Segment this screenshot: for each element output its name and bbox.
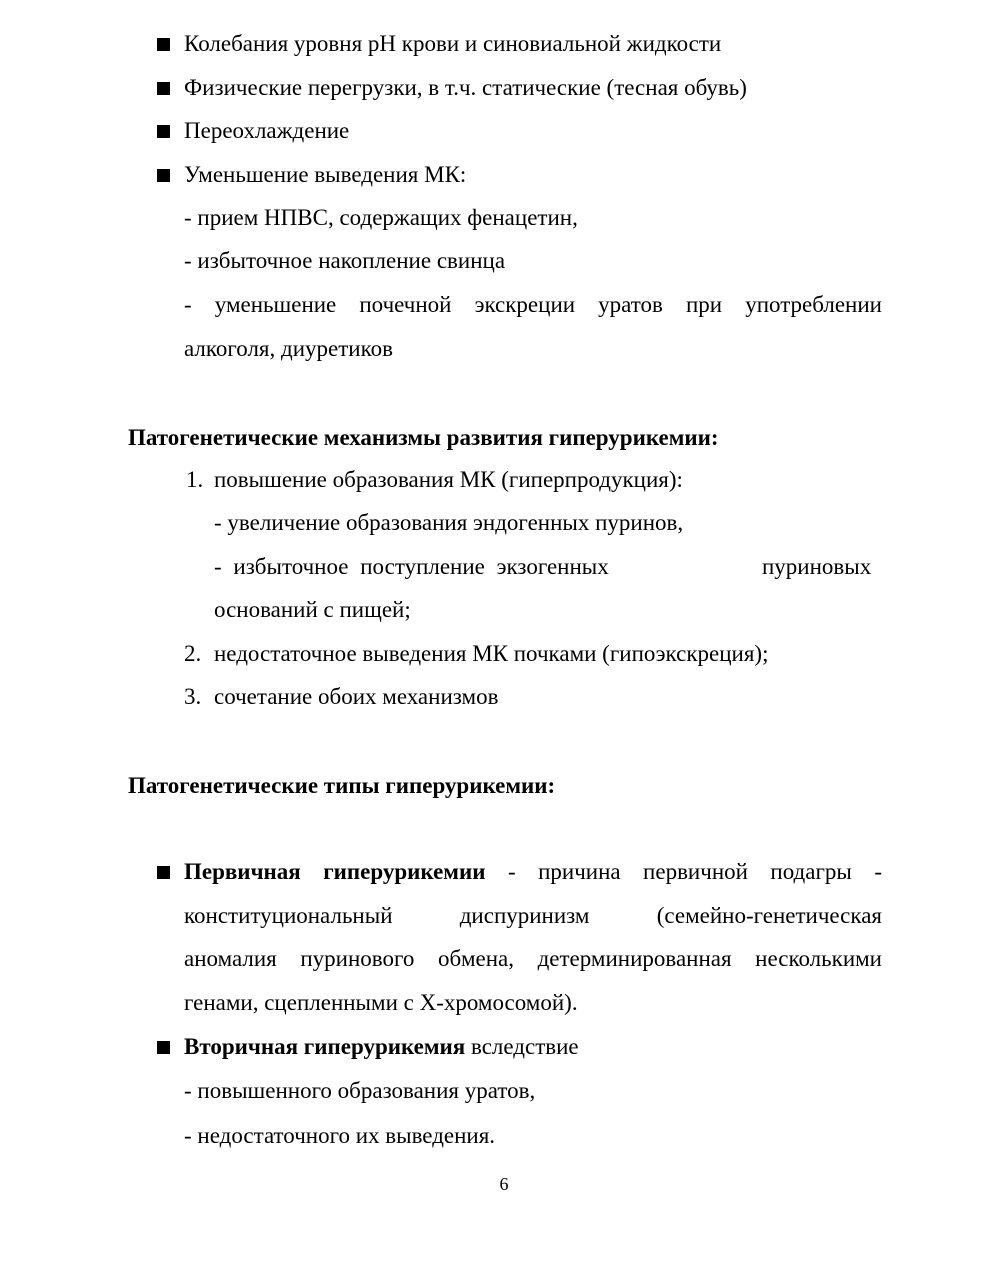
sub-item-continuation: оснований с пищей; (214, 597, 411, 622)
section-heading: Патогенетические механизмы развития гиперурикемии: (128, 425, 719, 450)
sub-item: - избыточное накопление свинца (184, 248, 506, 273)
bullet-item: Уменьшение выведения МК: (184, 162, 467, 187)
bullet-item: Переохлаждение (184, 118, 350, 143)
list-item: сочетание обоих механизмов (214, 684, 499, 709)
bullet-square-icon (157, 82, 170, 95)
bullet-item (184, 1033, 579, 1061)
sub-item: - недостаточного их выведения. (184, 1123, 496, 1148)
bullet-square-icon (157, 866, 170, 879)
page-number: 6 (499, 1174, 509, 1194)
paragraph-line: конституциональный диспуринизм (семейно-генетическая (184, 903, 882, 928)
term-secondary-desc: вследствие (470, 1034, 579, 1059)
term-primary: Первичная гиперурикемии (184, 859, 486, 884)
sub-item: - уменьшение почечной экскреции уратов при употреблении (184, 292, 882, 317)
section-heading: Патогенетические типы гиперурикемии: (128, 773, 556, 798)
sub-item: - повышенного образования уратов, (184, 1078, 536, 1103)
paragraph-line: генами, сцепленными с Х-хромосомой). (184, 990, 578, 1015)
term-primary-desc: - причина первичной подагры - (507, 859, 882, 884)
list-item: повышение образования МК (гиперпродукция): (214, 467, 683, 492)
bullet-square-icon (157, 169, 170, 182)
sub-item: - увеличение образования эндогенных пуринов, (214, 510, 684, 535)
term-secondary: Вторичная гиперурикемия (184, 1034, 466, 1059)
bullet-item: Физические перегрузки, в т.ч. статические (тесная обувь) (184, 75, 747, 100)
bullet-item (184, 858, 882, 886)
list-number: 3. (184, 684, 202, 709)
list-number: 2. (184, 641, 202, 666)
bullet-square-icon (157, 38, 170, 51)
sub-item-continuation: алкоголя, диуретиков (184, 336, 393, 361)
list-item: недостаточное выведения МК почками (гипоэкскреция); (214, 641, 769, 666)
bullet-square-icon (157, 125, 170, 138)
bullet-item: Колебания уровня pH крови и синовиальной жидкости (184, 31, 722, 56)
sub-item: - прием НПВС, содержащих фенацетин, (184, 205, 578, 230)
list-number: 1. (186, 467, 204, 492)
paragraph-line: аномалия пуринового обмена, детерминированная несколькими (184, 946, 882, 971)
sub-item-tail: пуриновых (762, 554, 872, 579)
bullet-square-icon (157, 1041, 170, 1054)
sub-item: - избыточное поступление экзогенных (214, 554, 609, 579)
